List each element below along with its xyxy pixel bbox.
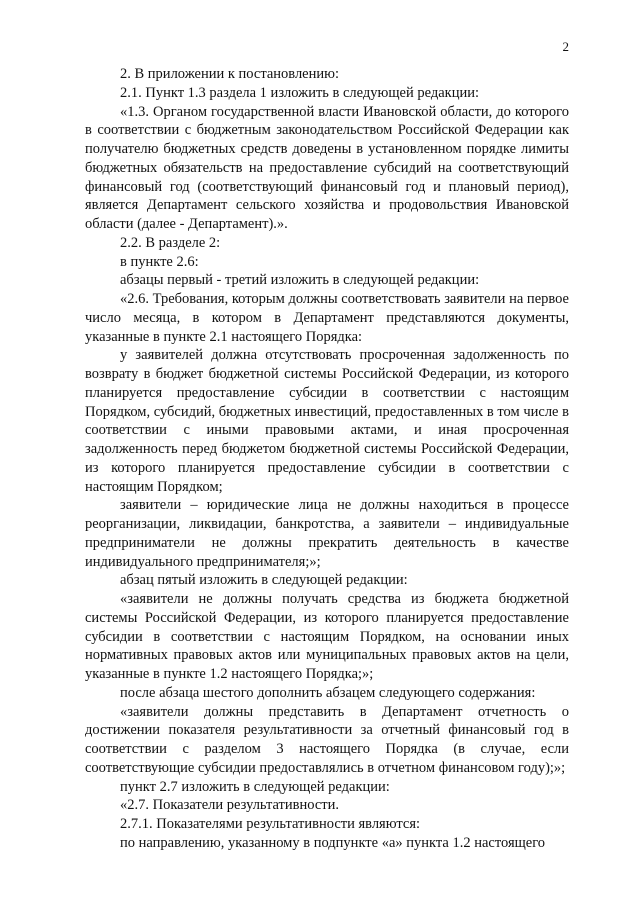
paragraph-instruction: пункт 2.7 изложить в следующей редакции: [120, 778, 390, 795]
paragraph-funding-requirement: «заявители не должны получать средства из бюджета бюджетной системы Российской Федерации, из которого планируется предоставление субсидии в соответствии с настоящим Порядком, на основании иных нормативных правовых актов или муниципальных правовых актов на цели, указанные в пункте 1.2 настоящего Порядка;»; [85, 591, 569, 682]
paragraph-instruction: абзацы первый - третий изложить в следующей редакции: [120, 272, 480, 289]
paragraph-instruction: абзац пятый изложить в следующей редакции: [120, 572, 408, 589]
page-number: 2 [562, 39, 569, 54]
paragraph-clause-2-7-1: 2.7.1. Показателями результативности являются: [120, 816, 421, 832]
paragraph-instruction: после абзаца шестого дополнить абзацем следующего содержания: [120, 684, 536, 701]
paragraph-debt-requirement: у заявителей должна отсутствовать просроченная задолженность по возврату в бюджет бюджетной системы Российской Федерации, из которого планируется предоставление субсидии в соответствии с настоящим Порядком, субсидий, бюджетных инвестиций, предоставленных в том числе в соответствии с иными правовыми актами, и иная просроченная задолженность перед бюджетом бюджетной системы Российской Федерации, из которого планируется предоставление субсидии в соответствии с настоящим Порядком; [85, 347, 569, 495]
paragraph-clause-1-3: «1.3. Органом государственной власти Ивановской области, до которого в соответствии с бюджетным законодательством Российской Федерации как получателю бюджетных средств доведены в установленном порядке лимиты бюджетных обязательств на предоставление субсидий на соответствующий финансовый год (соответствующий финансовый год и плановый период), является Департамент сельского хозяйства и продовольствия Ивановской области (далее - Департамент).». [85, 103, 569, 232]
paragraph-clause-2-6: «2.6. Требования, которым должны соответствовать заявители на первое число месяца, в котором в Департамент представляются документы, указанные в пункте 2.1 настоящего Порядка: [85, 291, 569, 345]
paragraph-point-2-6: в пункте 2.6: [120, 253, 199, 270]
paragraph-reorganization-requirement: заявители – юридические лица не должны находиться в процессе реорганизации, ликвидации, банкротства, а заявители – индивидуальные предприниматели не должны прекратить деятельность в качестве индивидуального предпринимателя;»; [85, 497, 569, 570]
paragraph-item-2-1: 2.1. Пункт 1.3 раздела 1 изложить в следующей редакции: [120, 84, 480, 101]
document-body [85, 65, 569, 853]
paragraph-reporting-requirement: «заявители должны представить в Департамент отчетность о достижении показателя результативности за отчетный финансовый год в соответствии с разделом 3 настоящего Порядка (в случае, если соответствующие субсидии предоставлялись в отчетном финансовом году);»; [85, 703, 569, 776]
paragraph-item-2-2: 2.2. В разделе 2: [120, 234, 221, 251]
paragraph-continuation: по направлению, указанному в подпункте «а» пункта 1.2 настоящего [120, 834, 546, 851]
paragraph-clause-2-7: «2.7. Показатели результативности. [120, 797, 340, 814]
paragraph-item-2: 2. В приложении к постановлению: [120, 66, 340, 82]
